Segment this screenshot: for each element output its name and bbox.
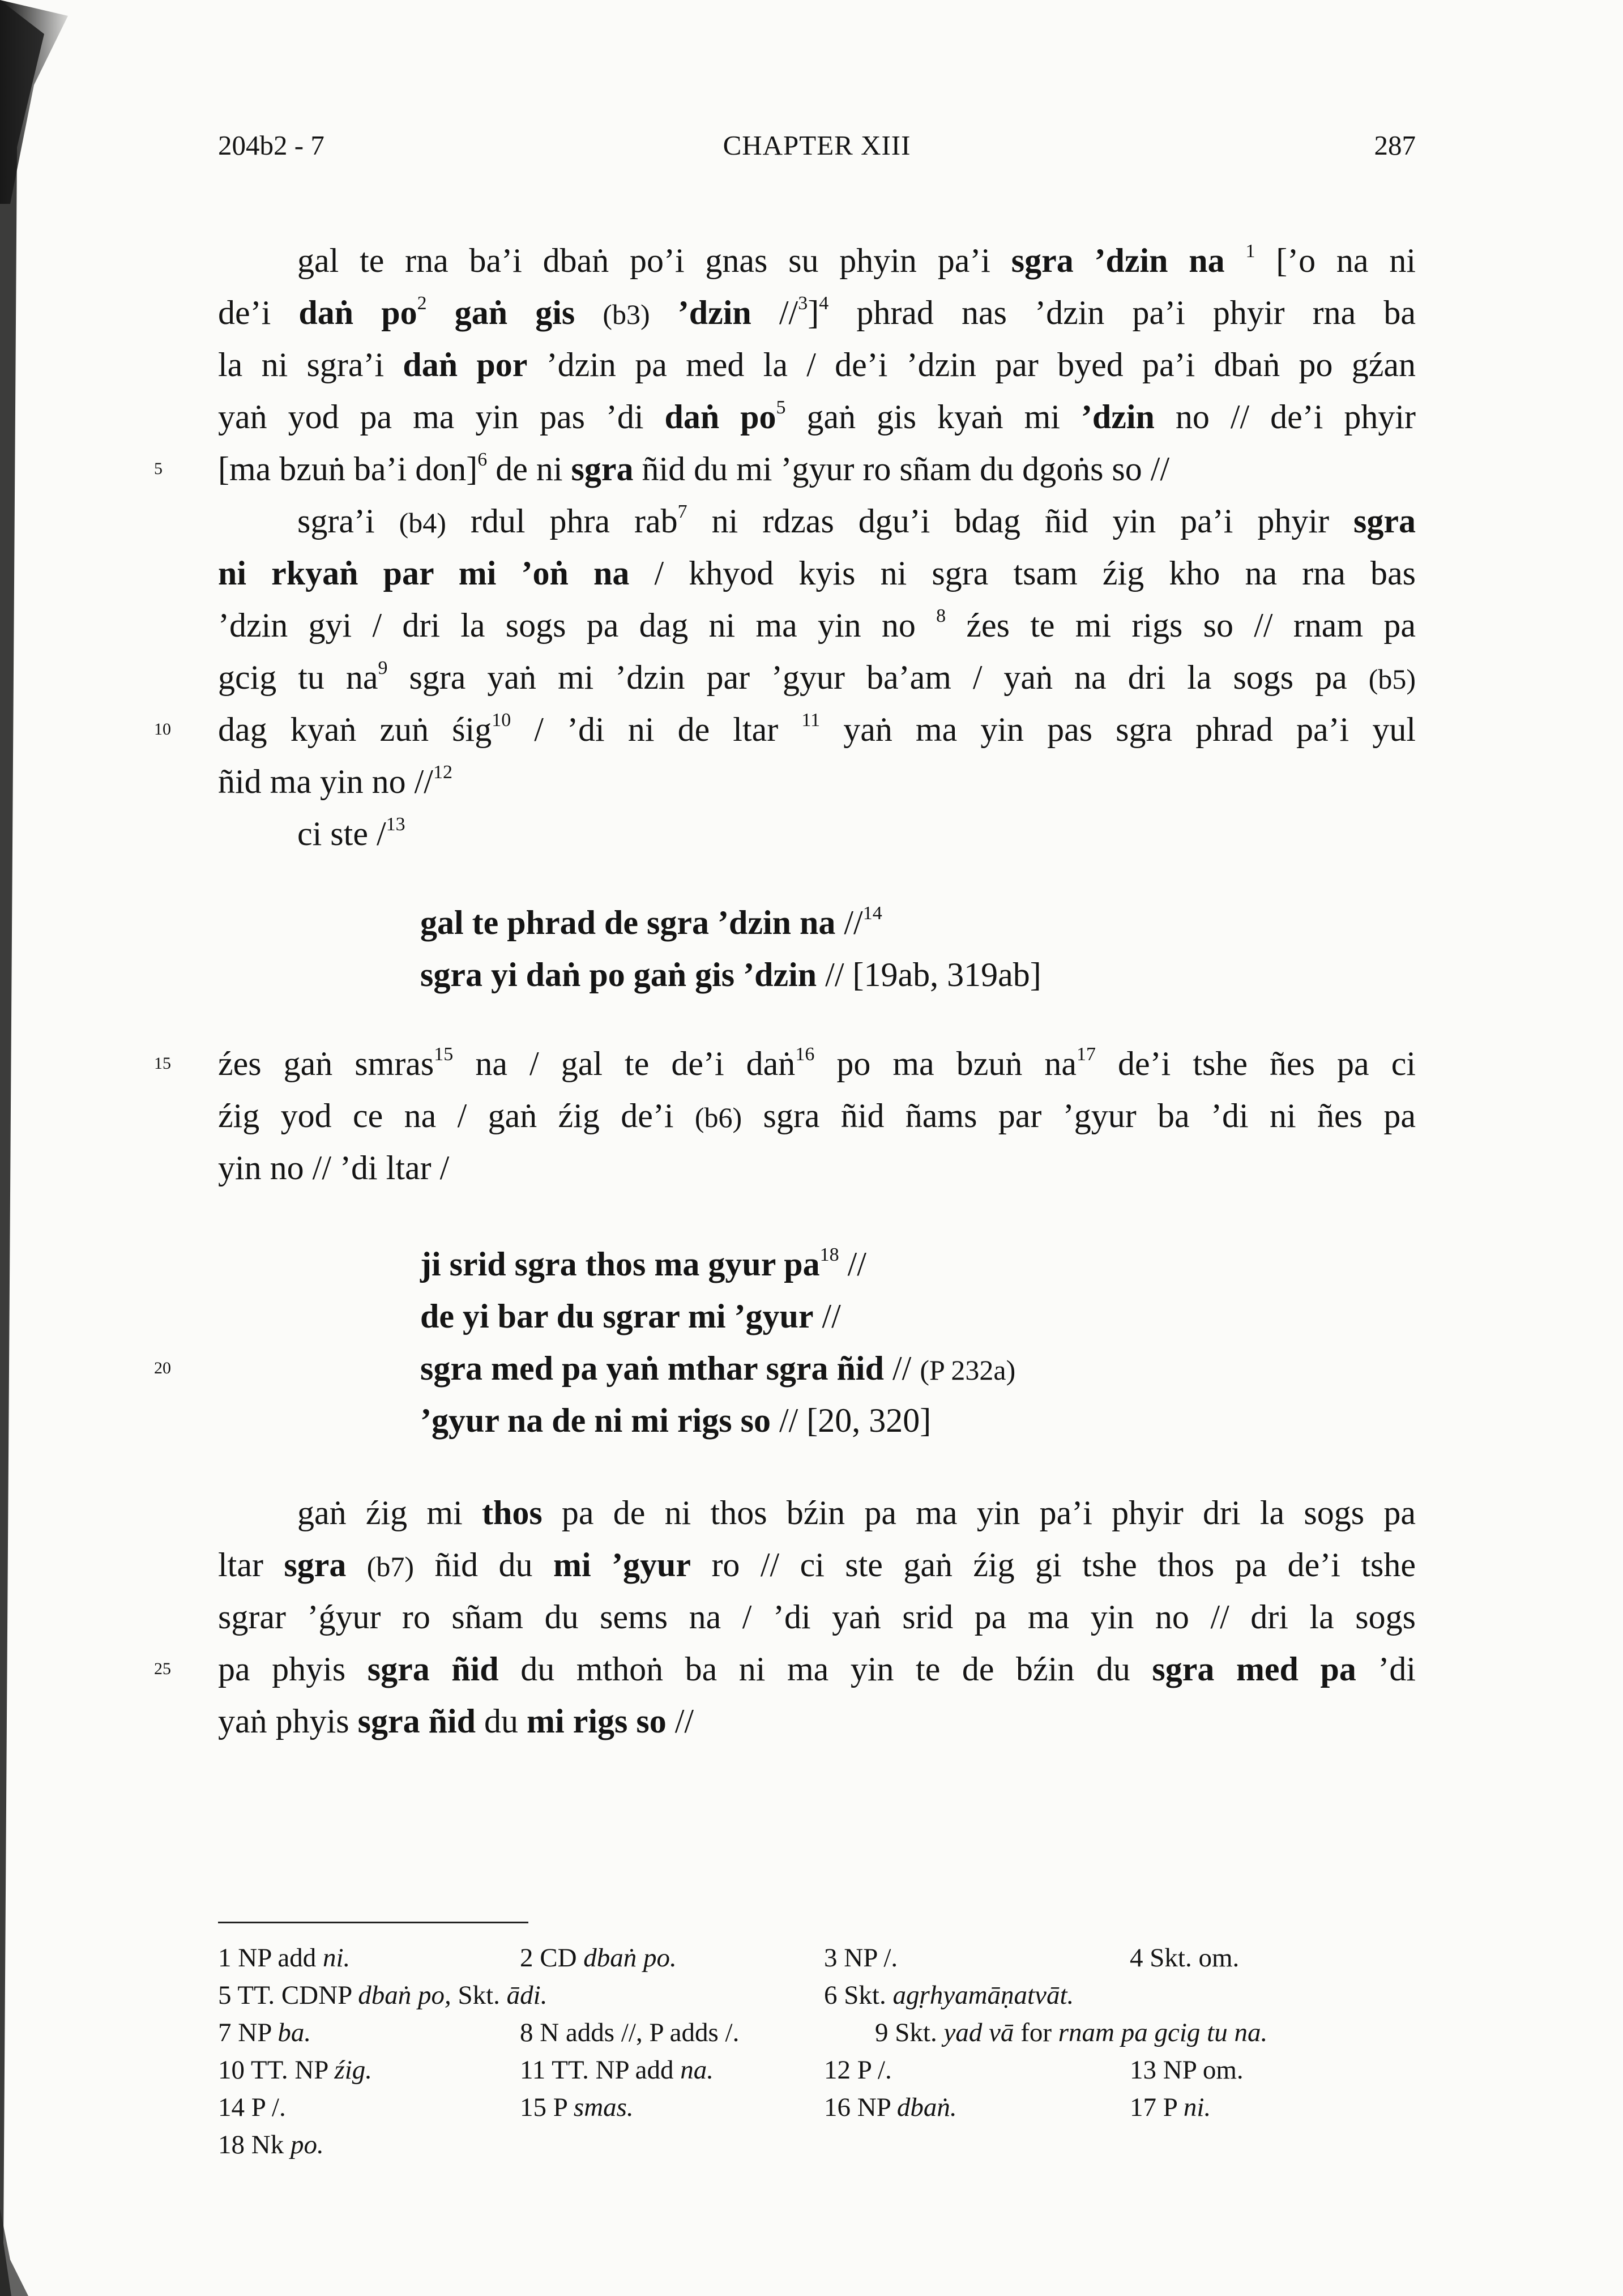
text-line: ltar sgra (b7) ñid du mi ’gyur ro // ci ste gaṅ źig gi tshe thos pa de’i tshe xyxy=(218,1546,1416,1584)
text-line: gcig tu $na^9$ sgra yaṅ mi ’dzin par ’gyur ba’am / yaṅ na dri la sogs pa (b5) xyxy=(218,658,1416,696)
footnote: 7 NP ba. xyxy=(218,2018,311,2047)
line-number: 10 xyxy=(154,720,171,739)
text-line: gaṅ źig mi thos pa de ni thos bźin pa ma yin pa’i phyir dri la sogs pa xyxy=(297,1494,1416,1531)
text-line: yaṅ phyis sgra ñid du mi rigs so // xyxy=(218,1702,694,1740)
book-spine-shadow xyxy=(0,0,68,2296)
footnote: 5 TT. CDNP dbaṅ po, Skt. ādi. xyxy=(218,1981,548,2010)
text-line: [ma bzuṅ ba’i don]$^6$ de ni sgra ñid du mi ’gyur ro sñam du dgoṅs so // xyxy=(218,449,1170,488)
line-number: 15 xyxy=(154,1054,171,1073)
footnote: 17 P ni. xyxy=(1130,2093,1211,2122)
footnote: 14 P /. xyxy=(218,2093,286,2122)
text-line: pa phyis sgra ñid du mthoṅ ba ni ma yin te de bźin du sgra med pa ’di xyxy=(218,1650,1416,1688)
text-line: ni rkyaṅ par mi ’oṅ na / khyod kyis ni sgra tsam źig kho na rna bas xyxy=(218,554,1416,592)
footnote: 6 Skt. agṛhyamāṇatvāt. xyxy=(824,1981,1074,2010)
text-line: ci ste /$^{13}$ xyxy=(297,814,405,852)
footnote: 15 P smas. xyxy=(520,2093,634,2122)
text-line: ñid ma yin no //$^{12}$ xyxy=(218,762,452,800)
text-line: yaṅ yod pa ma yin pas ’di daṅ $po^5$ gaṅ gis kyaṅ mi ’dzin no // de’i phyir xyxy=(218,397,1416,436)
line-number: 5 xyxy=(154,459,163,478)
verse-line: gal te phrad de sgra ’dzin na //$^{14}$ xyxy=(420,903,882,941)
footnote: 18 Nk po. xyxy=(218,2130,324,2160)
verse-line: de yi bar du sgrar mi ’gyur // xyxy=(420,1298,841,1335)
verse-line: ji srid sgra thos ma gyur $pa^{18}$ // xyxy=(420,1244,866,1283)
text-line: ’dzin gyi / dri la sogs pa dag ni ma yin no $^8$ źes te mi rigs so // rnam pa xyxy=(218,605,1416,644)
text-line: la ni sgra’i daṅ por ’dzin pa med la / de’i ’dzin par byed pa’i dbaṅ po gźan xyxy=(218,346,1416,383)
footnote: 2 CD dbaṅ po. xyxy=(520,1943,677,1973)
footnote: 16 NP dbaṅ. xyxy=(824,2093,957,2122)
text-line: źes gaṅ smras$^{15}$ na / gal te de’i daṅ$^{16}$ po ma bzuṅ $na^{17}$ de’i tshe ñes pa ci xyxy=(218,1044,1416,1082)
text-line: yin no // ’di ltar / xyxy=(218,1149,450,1187)
footnote: 4 Skt. om. xyxy=(1130,1943,1240,1973)
footnote-rule xyxy=(218,1922,528,1923)
verse-line: ’gyur na de ni mi rigs so // [20, 320] xyxy=(420,1402,932,1439)
footnote: 13 NP om. xyxy=(1130,2055,1244,2085)
footnote: 1 NP add ni. xyxy=(218,1943,351,1973)
verse-line: sgra yi daṅ po gaṅ gis ’dzin // [19ab, 319ab] xyxy=(420,956,1041,993)
line-number: 20 xyxy=(154,1359,171,1377)
footnote: 3 NP /. xyxy=(824,1943,898,1973)
running-head-folio-range: 204b2 - 7 xyxy=(218,130,324,161)
text-line: gal te rna ba’i dbaṅ po’i gnas su phyin pa’i sgra ’dzin na $^1$ [’o na ni xyxy=(297,241,1416,279)
line-number: 25 xyxy=(154,1659,171,1678)
footnote: 9 Skt. yad vā for rnam pa gcig tu na. xyxy=(875,2018,1268,2047)
text-line: sgrar ’ǵyur ro sñam du sems na / ’di yaṅ srid pa ma yin no // dri la sogs xyxy=(218,1598,1416,1636)
text-line: sgra’i (b4) rdul phra rab$^7$ ni rdzas dgu’i bdag ñid yin pa’i phyir sgra xyxy=(297,501,1416,540)
page-header xyxy=(218,129,1416,169)
text-line: dag kyaṅ zuṅ śig$^{10}$ / ’di ni de ltar $^{11}$ yaṅ ma yin pas sgra phrad pa’i yul xyxy=(218,710,1416,748)
footnote: 11 TT. NP add na. xyxy=(520,2055,714,2085)
footnote: 12 P /. xyxy=(824,2055,892,2085)
running-head-chapter: CHAPTER XIII xyxy=(723,130,911,161)
page-number: 287 xyxy=(1374,130,1416,161)
footnote: 8 N adds //, P adds /. xyxy=(520,2018,740,2047)
text-line: de’i daṅ $po^2$ gaṅ gis (b3) ’dzin //$^3$]$^4$ phrad nas ’dzin pa’i phyir rna ba xyxy=(218,293,1416,331)
verse-line: sgra med pa yaṅ mthar sgra ñid // (P 232a) xyxy=(420,1350,1016,1387)
footnote: 10 TT. NP źig. xyxy=(218,2055,373,2085)
text-line: źig yod ce na / gaṅ źig de’i (b6) sgra ñid ñams par ’gyur ba ’di ni ñes pa xyxy=(218,1097,1416,1134)
